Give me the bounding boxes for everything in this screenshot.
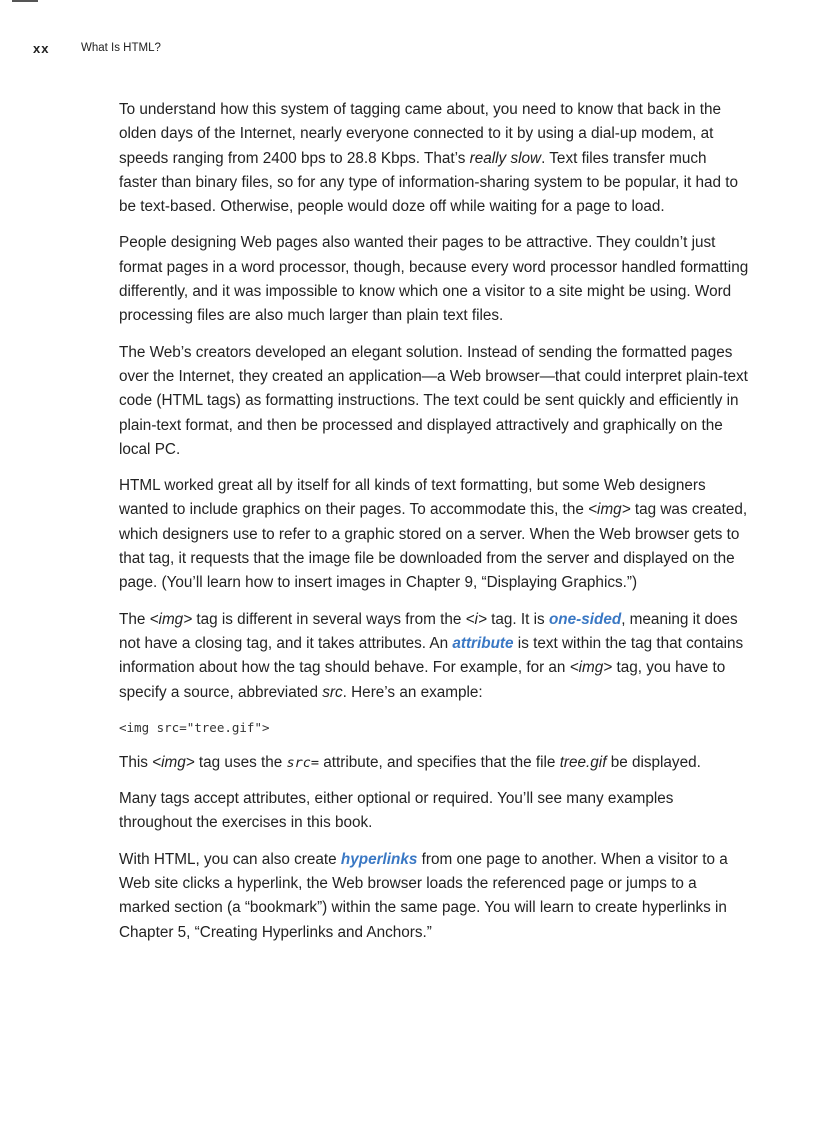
paragraph-5-text-d: , meaning it does not have a closing tag, and it takes attributes. An (119, 610, 738, 652)
paragraph-5-text-e: is text within the tag that contains information about how the tag should behave. For example, for an (119, 634, 744, 677)
running-title: What Is HTML? (81, 42, 161, 54)
paragraph-8-text-b: from one page to another. When a visitor to a Web site clicks a hyperlink, the Web browser loads the referenced page or jumps to a marked section (a “bookmark”) within the same page. You will learn to create hyperlinks in Chapter 5, “Creating Hyperlinks and Anchors.” (119, 850, 728, 941)
emphasis-really-slow: really slow (469, 149, 542, 167)
paragraph-5 (119, 608, 749, 705)
inline-attr-src: src= (286, 754, 320, 771)
paragraph-8-text-a: With HTML, you can also create (119, 850, 341, 868)
paragraph-1 (119, 98, 749, 219)
page-number: xx (33, 40, 50, 56)
paragraph-2: People designing Web pages also wanted their pages to be attractive. They couldn’t just format pages in a word processor, though, because every word processor handled formatting differently, and it was impossible to know which one a visitor to a site might be using. Word processing files are also much larger than plain text files. (119, 234, 749, 325)
paragraph-6 (119, 751, 749, 775)
paragraph-5-text-b: tag is different in several ways from the (192, 610, 466, 628)
paragraph-6-text-c: attribute, and specifies that the file (319, 753, 560, 771)
paragraph-6-text-d: be displayed. (606, 753, 701, 771)
paragraph-3: The Web’s creators developed an elegant solution. Instead of sending the formatted pages over the Internet, they created an application—a Web browser—that could interpret plain-text code (HTML tags) as formatting instructions. The text could be sent quickly and efficiently in plain-text format, and then be processed and displayed attractively and graphically on the local PC. (119, 343, 748, 458)
inline-tag-img: <img> (588, 501, 631, 519)
paragraph-4 (119, 474, 749, 595)
paragraph-1-text-a: To understand how this system of tagging came about, you need to know that back in the olden days of the Internet, nearly everyone connected to it by using a dial-up modem, at speeds ranging from 2400 bps to 28.8 Kbps. That’s (119, 101, 722, 167)
inline-tag-img: <img> (149, 610, 193, 628)
paragraph-8 (119, 848, 749, 945)
body-text (119, 98, 749, 957)
term-hyperlinks: hyperlinks (340, 850, 418, 868)
emphasis-src: src (322, 683, 343, 701)
paragraph-1-text-b: . Text files transfer much faster than binary files, so for any type of information-sharing system to be popular, it had to be text-based. Otherwise, people would doze off while waiting for a page to load. (119, 149, 739, 216)
running-head (33, 40, 161, 56)
inline-tag-i: <i> (465, 610, 487, 628)
paragraph-5-text-a: The (119, 610, 150, 628)
emphasis-filename: tree.gif (559, 753, 607, 771)
paragraph-4-text-a: HTML worked great all by itself for all kinds of text formatting, but some Web designers wanted to include graphics on their pages. To accommodate this, the (119, 477, 706, 519)
top-rule (12, 0, 38, 2)
paragraph-7: Many tags accept attributes, either optional or required. You’ll see many examples throughout the exercises in this book. (119, 790, 674, 832)
paragraph-5-text-f: tag, you have to specify a source, abbreviated (119, 659, 726, 701)
term-one-sided: one-sided (548, 610, 622, 628)
paragraph-5-text-c: tag. It is (486, 610, 549, 628)
inline-tag-img: <img> (569, 659, 613, 677)
paragraph-5-text-g: . Here’s an example: (342, 683, 483, 701)
paragraph-6-text-b: tag uses the (194, 753, 287, 771)
code-example: <img src="tree.gif"> (119, 719, 270, 735)
paragraph-6-text-a: This (119, 753, 153, 771)
paragraph-4-text-b: tag was created, which designers use to refer to a graphic stored on a server. When the Web browser gets to that tag, it requests that the image file be downloaded from the server and displayed on the page. (You’ll learn how to insert images in Chapter 9, “Displaying Graphics.”) (119, 501, 748, 592)
term-attribute: attribute (452, 634, 514, 652)
inline-tag-img: <img> (152, 753, 195, 771)
